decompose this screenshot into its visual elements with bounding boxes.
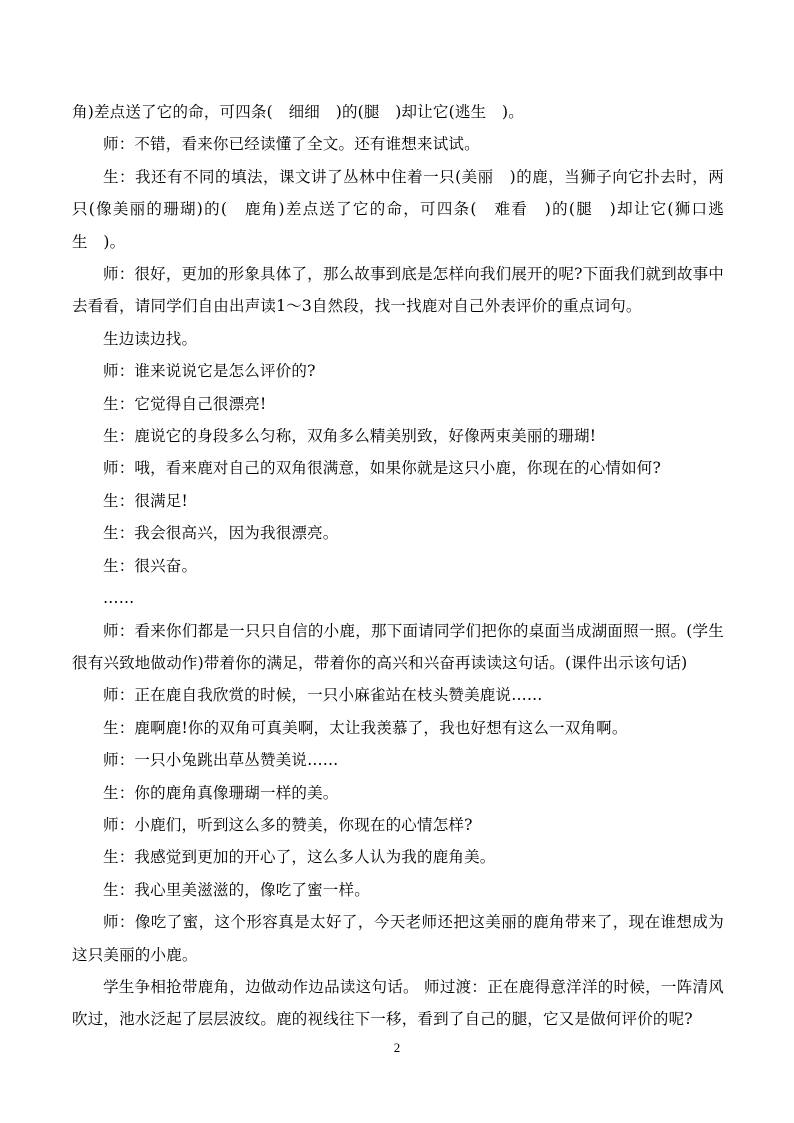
paragraph-teacher: 师：一只小兔跳出草丛赞美说…… bbox=[103, 751, 339, 770]
paragraph-student: 生：我会很高兴，因为我很漂亮。 bbox=[103, 524, 339, 543]
page-number: 2 bbox=[393, 1040, 401, 1055]
paragraph-teacher: 师：正在鹿自我欣赏的时候，一只小麻雀站在枝头赞美鹿说…… bbox=[103, 686, 543, 705]
paragraph-teacher: 师：小鹿们，听到这么多的赞美，你现在的心情怎样? bbox=[103, 815, 473, 834]
paragraph-student: 生：我感觉到更加的开心了，这么多人认为我的鹿角美。 bbox=[103, 848, 496, 867]
paragraph-teacher: 师：哦，看来鹿对自己的双角很满意，如果你就是这只小鹿，你现在的心情如何? bbox=[103, 459, 662, 478]
document-body bbox=[72, 96, 724, 1036]
paragraph-student: 生：很兴奋。 bbox=[103, 556, 198, 575]
paragraph-student: 生：它觉得自己很漂亮! bbox=[103, 394, 267, 413]
paragraph-student: 生：很满足! bbox=[103, 491, 188, 510]
paragraph-student: 生：鹿说它的身段多么匀称，双角多么精美别致，好像两束美丽的珊瑚! bbox=[103, 427, 597, 446]
paragraph-ellipsis: …… bbox=[103, 589, 135, 608]
paragraph-narration: 学生争相抢带鹿角，边做动作边品读这句话。 师过渡：正在鹿得意洋洋的时候，一阵清风吹过，池水泛起了层层波纹。鹿的视线往下一移，看到了自己的腿，它又是做何评价的呢? bbox=[72, 977, 724, 1029]
paragraph-continuation: 角)差点送了它的命，可四条( 细细 )的(腿 )却让它(逃生 )。 bbox=[72, 103, 524, 121]
paragraph-teacher: 师：像吃了蜜，这个形容真是太好了，今天老师还把这美丽的鹿角带来了，现在谁想成为这只美丽的小鹿。 bbox=[72, 913, 724, 964]
paragraph-teacher: 师：谁来说说它是怎么评价的? bbox=[103, 362, 316, 381]
paragraph-student: 生：我还有不同的填法，课文讲了丛林中住着一只(美丽 )的鹿，当狮子向它扑去时，两只(像美丽的珊瑚)的( 鹿角)差点送了它的命，可四条( 难看 )的(腿 )却让它(狮口逃生 )。 bbox=[72, 167, 724, 251]
paragraph-teacher: 师：不错，看来你已经读懂了全文。还有谁想来试试。 bbox=[103, 135, 480, 154]
paragraph-student: 生：你的鹿角真像珊瑚一样的美。 bbox=[103, 783, 339, 802]
paragraph-student: 生：鹿啊鹿!你的双角可真美啊，太让我羡慕了，我也好想有这么一双角啊。 bbox=[103, 718, 628, 737]
paragraph-narration: 生边读边找。 bbox=[103, 329, 198, 348]
paragraph-teacher: 师：很好，更加的形象具体了，那么故事到底是怎样向我们展开的呢?下面我们就到故事中去看看，请同学们自由出声读1～3自然段，找一找鹿对自己外表评价的重点词句。 bbox=[72, 265, 724, 316]
paragraph-student: 生：我心里美滋滋的，像吃了蜜一样。 bbox=[103, 880, 370, 899]
paragraph-teacher: 师：看来你们都是一只只自信的小鹿，那下面请同学们把你的桌面当成湖面照一照。(学生很有兴致地做动作)带着你的满足，带着你的高兴和兴奋再读读这句话。(课件出示该句话) bbox=[72, 621, 724, 672]
